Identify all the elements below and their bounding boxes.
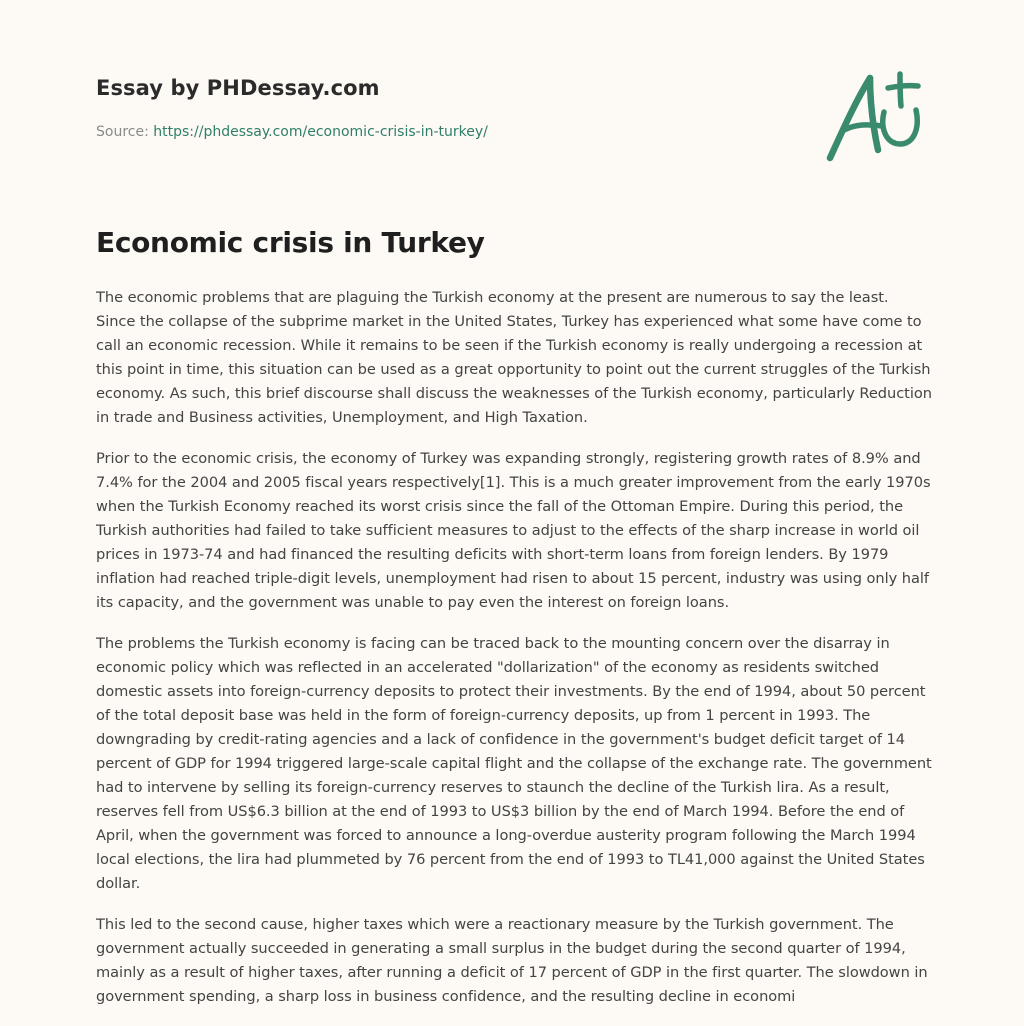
essay-paragraph: This led to the second cause, higher taxes which were a reactionary measure by the Turkish government. The government actually succeeded in generating a small surplus in the budget during the second quarter of 1994, mainly as a result of higher taxes, after running a deficit of 17 percent of GDP in the first quarter. The slowdown in government spending, a sharp loss in business confidence, and the resulting decline in economi [96,916,928,1005]
logo-plus-vertical [900,74,901,106]
essay-title: Economic crisis in Turkey [96,226,485,259]
essay-paragraph: Prior to the economic crisis, the economy of Turkey was expanding strongly, registering growth rates of 8.9% and 7.4% for the 2004 and 2005 fiscal years respectively[1]. This is a much greater improvement from the early 1970s when the Turkish Economy reached its worst crisis since the fall of the Ottoman Empire. During this period, the Turkish authorities had failed to take sufficient measures to adjust to the effects of the sharp increase in world oil prices in 1973-74 and had financed the resulting deficits with short-term loans from foreign lenders. By 1979 inflation had reached triple-digit levels, unemployment had risen to about 15 percent, industry was using only half its capacity, and the government was unable to pay even the interest on foreign loans. [96,450,931,611]
essay-header [96,76,488,140]
source-label: Source: [96,124,154,140]
source-link[interactable]: https://phdessay.com/economic-crisis-in-turkey/ [153,124,488,140]
logo-smile-curve [883,110,917,144]
logo-letter-a-stroke-right [870,78,878,150]
site-brand: Essay by PHDessay.com [96,76,380,100]
essay-paragraph: The problems the Turkish economy is facing can be traced back to the mounting concern over the disarray in economic policy which was reflected in an accelerated "dollarization" of the economy as residents switched domestic assets into foreign-currency deposits to protect their investments. By the end of 1994, about 50 percent of the total deposit base was held in the form of foreign-currency deposits, up from 1 percent in 1993. The downgrading by credit-rating agencies and a lack of confidence in the government's budget deficit target of 14 percent of GDP for 1994 triggered large-scale capital flight and the collapse of the exchange rate. The government had to intervene by selling its foreign-currency reserves to staunch the decline of the Turkish lira. As a result, reserves fell from US$6.3 billion at the end of 1993 to US$3 billion by the end of March 1994. Before the end of April, when the government was forced to announce a long-overdue austerity program following the March 1994 local elections, the lira had plummeted by 76 percent from the end of 1993 to TL41,000 against the United States dollar. [96,635,932,892]
essay-body [96,286,932,1026]
logo-letter-a-stroke-left [830,78,870,158]
source-line [96,124,488,140]
logo-plus-horizontal [888,86,918,88]
essay-paragraph: The economic problems that are plaguing the Turkish economy at the present are numerous to say the least. Since the collapse of the subprime market in the United States, Turkey has experienced what some have come to call an economic recession. While it remains to be seen if the Turkish economy is really undergoing a recession at this point in time, this situation can be used as a great opportunity to point out the current struggles of the Turkish economy. As such, this brief discourse shall discuss the weaknesses of the Turkish economy, particularly Reduction in trade and Business activities, Unemployment, and High Taxation. [96,289,932,426]
a-plus-grade-icon [820,66,930,166]
